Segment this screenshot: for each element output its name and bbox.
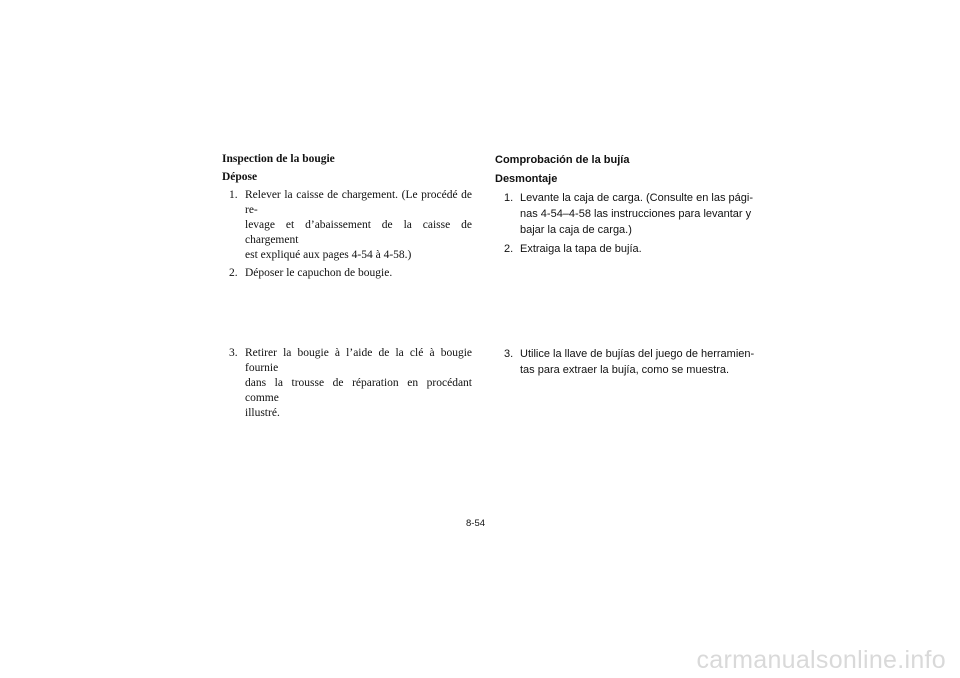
step-text [245,346,472,421]
spanish-step-2 [495,241,747,257]
french-column [222,152,472,419]
step-number: 2. [229,267,238,279]
step-line: Relever la caisse de chargement. (Le procédé de re- [245,189,472,216]
spanish-subsection-title: Desmontaje [495,173,558,185]
step-number: 3. [504,348,514,360]
step-line: Utilice la llave de bujías del juego de herramien- [520,348,755,360]
step-text [245,266,472,281]
french-step-3 [222,346,472,421]
watermark: carmanualsonline.info [696,646,946,674]
page-number: 8-54 [466,518,486,529]
spanish-step-3 [495,346,755,378]
step-number: 2. [504,243,514,255]
step-number: 1. [504,192,514,204]
step-text [520,241,747,257]
step-line: Déposer le capuchon de bougie. [245,267,393,279]
french-step-2 [222,266,472,281]
step-line: nas 4-54–4-58 las instrucciones para levantar y [520,208,752,220]
step-line: Levante la caja de carga. (Consulte en las pági- [520,192,753,204]
step-line: tas para extraer la bujía, como se muestra. [520,364,730,376]
spanish-step-1 [495,190,753,238]
step-number: 3. [229,347,238,359]
french-section-title: Inspection de la bougie [222,153,335,165]
spanish-column [495,152,755,376]
step-line: Extraiga la tapa de bujía. [520,243,642,255]
step-text [520,190,753,238]
step-number: 1. [229,189,238,201]
french-step-1 [222,188,472,263]
step-line: est expliqué aux pages 4-54 à 4-58.) [245,249,412,261]
step-line: illustré. [245,407,280,419]
step-line: levage et d’abaissement de la caisse de chargement [245,219,472,246]
step-line: bajar la caja de carga.) [520,224,632,236]
step-text [520,346,755,378]
step-line: Retirer la bougie à l’aide de la clé à bougie fournie [245,347,472,374]
spanish-section-title: Comprobación de la bujía [495,154,630,166]
french-subsection-title: Dépose [222,171,258,183]
step-line: dans la trousse de réparation en procédant comme [245,377,472,404]
step-text [245,188,472,263]
